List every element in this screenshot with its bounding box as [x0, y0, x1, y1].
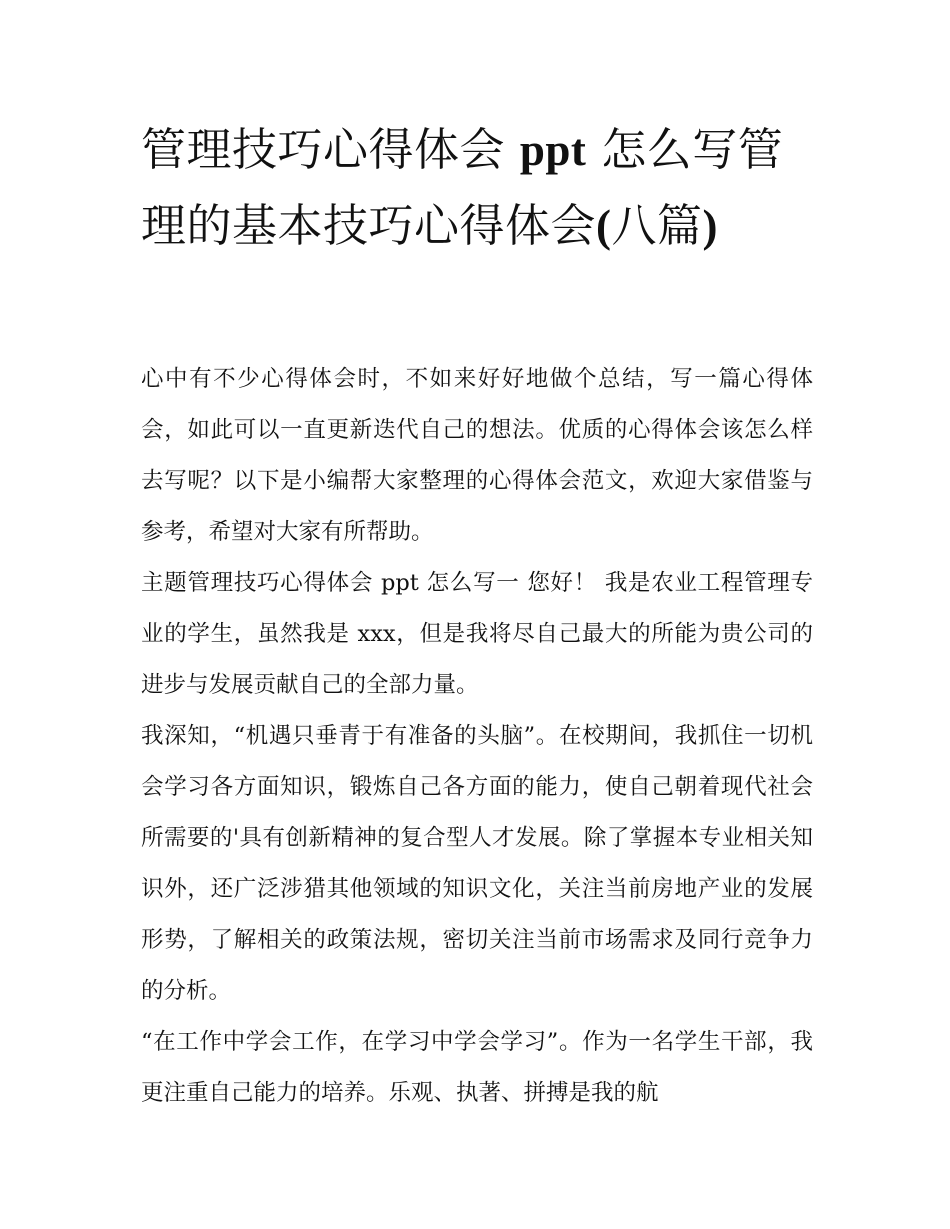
title-part-1: 管理技巧心得体会 [141, 123, 506, 176]
title-latin: ppt [519, 125, 587, 175]
paragraph-topic: 主题管理技巧心得体会 ppt 怎么写一 您好！ 我是农业工程管理专业的学生，虽然我是 xxx，但是我将尽自己最大的所能为贵公司的进步与发展贡献自己的全部力量。 [141, 570, 813, 698]
paragraph-work: “在工作中学会工作，在学习中学会学习”。作为一名学生干部，我更注重自己能力的培养。乐观、执著、拼搏是我的航 [141, 1029, 813, 1106]
document-title [141, 112, 801, 264]
title-paren-open: ( [596, 201, 612, 251]
paragraph-knowledge: 我深知，“机遇只垂青于有准备的头脑”。在校期间，我抓住一切机会学习各方面知识，锻炼自己各方面的能力，使自己朝着现代社会所需要的'具有创新精神的复合型人才发展。除了掌握本专业相关知识外，还广泛涉猎其他领域的知识文化，关注当前房地产业的发展形势，了解相关的政策法规，密切关注当前市场需求及同行竞争力的分析。 [141, 723, 813, 1004]
title-paren-close: ) [702, 201, 719, 251]
title-part-3: 八篇 [611, 199, 703, 252]
paragraph-intro: 心中有不少心得体会时，不如来好好地做个总结，写一篇心得体会，如此可以一直更新迭代自己的想法。优质的心得体会该怎么样去写呢？以下是小编帮大家整理的心得体会范文，欢迎大家借鉴与参考，希望对大家有所帮助。 [141, 366, 813, 545]
title-part-2: 怎么写管理的基本技巧心得体会 [141, 123, 784, 252]
document-body [141, 354, 813, 1119]
